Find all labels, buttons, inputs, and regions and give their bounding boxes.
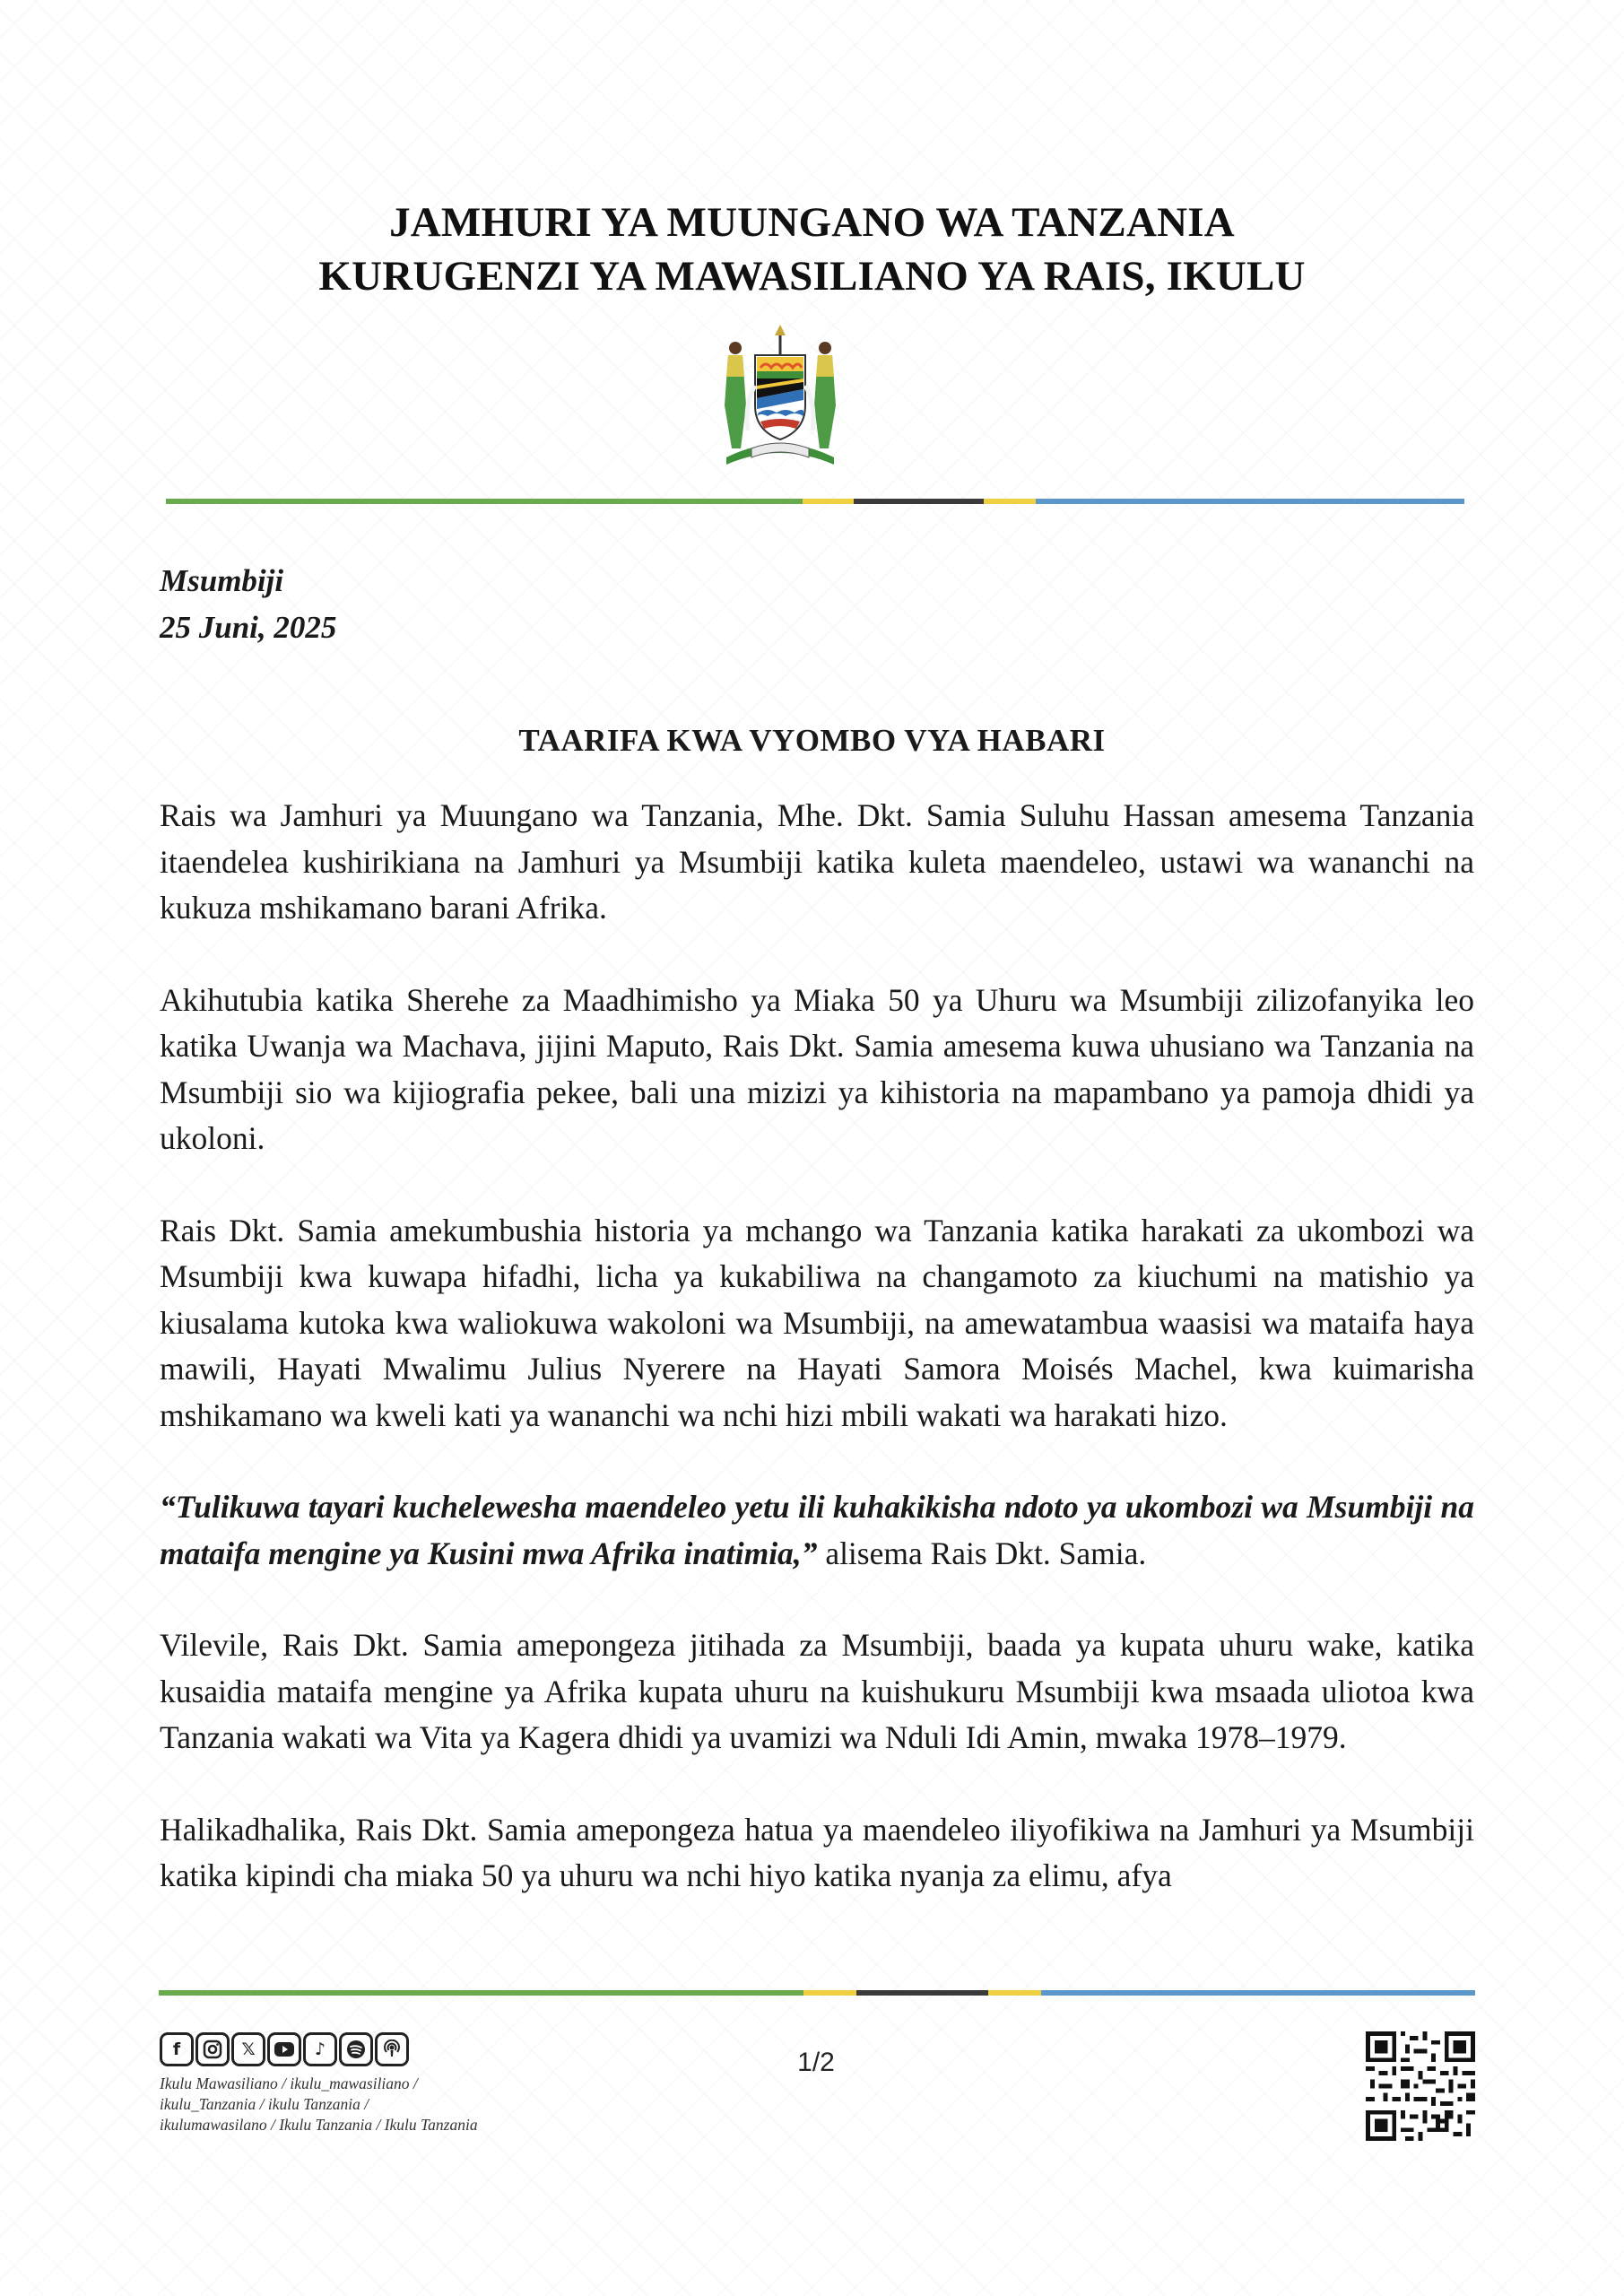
- president-quote: “Tulikuwa tayari kuchelewesha maendeleo yetu ili kuhakikisha ndoto ya ukombozi wa Msumbiji na mataifa mengine ya Kusini mwa Afrika inatimia,”: [160, 1489, 1474, 1571]
- handles-line-2: ikulu_Tanzania / ikulu Tanzania /: [160, 2095, 369, 2113]
- letterhead-line-2: KURUGENZI YA MAWASILIANO YA RAIS, IKULU: [318, 253, 1306, 300]
- document-title: TAARIFA KWA VYOMBO VYA HABARI: [518, 723, 1106, 758]
- paragraph-2: Akihutubia katika Sherehe za Maadhimisho ya Miaka 50 ya Uhuru wa Msumbiji zilizofanyika leo katika Uwanja wa Machava, jijini Maputo, Rais Dkt. Samia amesema kuwa uhusiano wa Tanzania na Msumbiji sio wa kijiografia pekee, bali una mizizi ya kihistoria na mapambano ya pamoja dhidi ya ukoloni.: [160, 981, 1474, 1156]
- press-release-body: [160, 793, 1474, 1945]
- tiktok-icon[interactable]: ♪: [303, 2032, 337, 2066]
- x-icon[interactable]: 𝕏: [231, 2032, 265, 2066]
- letterhead-line-1: JAMHURI YA MUUNGANO WA TANZANIA: [389, 199, 1235, 246]
- spotify-icon[interactable]: [339, 2032, 373, 2066]
- qr-code-icon[interactable]: [1366, 2031, 1475, 2141]
- tricolor-divider-bottom: [159, 1990, 1475, 1996]
- coat-of-arms-icon: [708, 323, 852, 475]
- social-media-icons: [160, 2032, 409, 2066]
- paragraph-6: Halikadhalika, Rais Dkt. Samia amepongeza hatua ya maendeleo iliyofikiwa na Jamhuri ya Msumbiji katika kipindi cha miaka 50 ya uhuru wa nchi hiyo katika nyanja za elimu, afya: [160, 1811, 1474, 1893]
- podcast-icon[interactable]: [375, 2032, 409, 2066]
- place: Msumbiji: [160, 563, 284, 598]
- paragraph-3: Rais Dkt. Samia amekumbushia historia ya mchango wa Tanzania katika harakati za ukombozi wa Msumbiji kwa kuwapa hifadhi, licha ya kukabiliwa na changamoto za kiuchumi na matishio ya kiusalama kutoka kwa waliokuwa wakoloni wa Msumbiji, na amewatambua waasisi wa mataifa haya mawili, Hayati Mwalimu Julius Nyerere na Hayati Samora Moisés Machel, kwa kuimarisha mshikamano wa kweli kati ya wananchi wa nchi hizi mbili wakati wa harakati hizo.: [160, 1212, 1474, 1433]
- place-and-date: [160, 558, 336, 651]
- instagram-icon[interactable]: [195, 2032, 230, 2066]
- handles-line-3: ikulumawasilano / Ikulu Tanzania / Ikulu Tanzania: [160, 2116, 478, 2134]
- social-media-handles: [160, 2074, 554, 2135]
- letterhead: [0, 196, 1624, 303]
- date: 25 Juni, 2025: [160, 610, 337, 645]
- paragraph-5: Vilevile, Rais Dkt. Samia amepongeza jitihada za Msumbiji, baada ya kupata uhuru wake, katika kusaidia mataifa mengine ya Afrika kupata uhuru na kuishukuru Msumbiji kwa msaada uliotoa kwa Tanzania wakati wa Vita ya Kagera dhidi ya uvamizi wa Nduli Idi Amin, mwaka 1978–1979.: [160, 1627, 1474, 1755]
- paragraph-1: Rais wa Jamhuri ya Muungano wa Tanzania, Mhe. Dkt. Samia Suluhu Hassan amesema Tanzania itaendelea kushirikiana na Jamhuri ya Msumbiji katika kuleta maendeleo, ustawi wa wananchi na kukuza mshikamano barani Afrika.: [160, 797, 1474, 926]
- facebook-icon[interactable]: f: [160, 2032, 194, 2066]
- page-number: 1/2: [797, 2048, 835, 2077]
- handles-line-1: Ikulu Mawasiliano / ikulu_mawasiliano /: [160, 2074, 418, 2092]
- paragraph-4: [160, 1484, 1474, 1577]
- quote-attribution: alisema Rais Dkt. Samia.: [817, 1535, 1147, 1571]
- youtube-icon[interactable]: [267, 2032, 301, 2066]
- tricolor-divider-top: [166, 499, 1464, 504]
